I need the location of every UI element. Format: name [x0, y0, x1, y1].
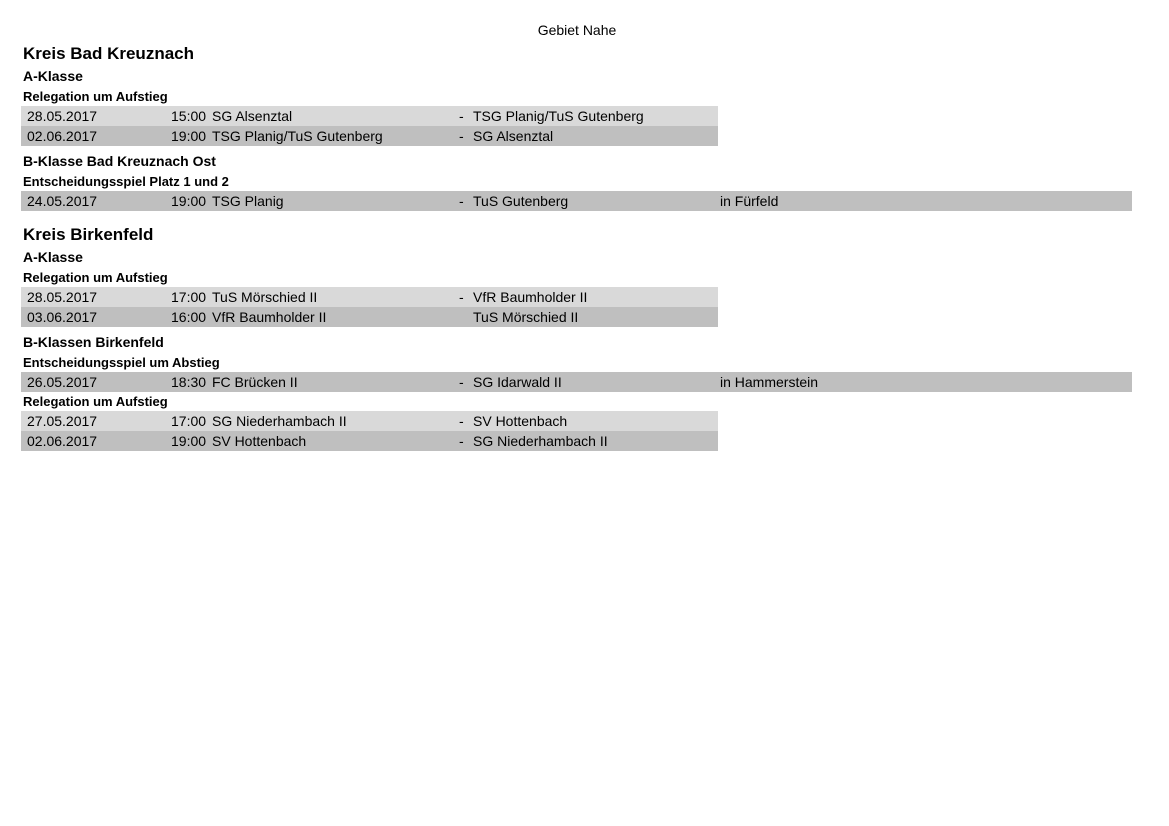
- round-title: Relegation um Aufstieg: [23, 89, 168, 104]
- match-time: 17:00: [171, 413, 207, 429]
- match-row: [21, 411, 718, 431]
- match-time: 19:00: [171, 128, 207, 144]
- match-row: [21, 307, 718, 327]
- home-team: SG Alsenztal: [212, 108, 293, 124]
- round-title: Entscheidungsspiel um Abstieg: [23, 355, 220, 370]
- home-team: TSG Planig: [212, 193, 284, 209]
- match-row: [21, 106, 718, 126]
- home-team: SG Niederhambach II: [212, 413, 347, 429]
- match-row: [21, 372, 1132, 392]
- separator: -: [459, 433, 464, 449]
- away-team: SG Alsenztal: [473, 128, 554, 144]
- home-team: TSG Planig/TuS Gutenberg: [212, 128, 383, 144]
- match-venue: in Hammerstein: [720, 374, 819, 390]
- match-time: 19:00: [171, 433, 207, 449]
- round-title: Relegation um Aufstieg: [23, 394, 168, 409]
- liga-title: B-Klassen Birkenfeld: [23, 334, 164, 350]
- kreis-section: [23, 42, 1138, 211]
- match-row: [21, 126, 718, 146]
- round-title: Entscheidungsspiel Platz 1 und 2: [23, 174, 229, 189]
- kreis-section: [23, 223, 1138, 451]
- separator: -: [459, 413, 464, 429]
- home-team: FC Brücken II: [212, 374, 298, 390]
- liga-section: [23, 65, 1138, 146]
- away-team: SV Hottenbach: [473, 413, 568, 429]
- liga-section: [23, 246, 1138, 327]
- match-time: 18:30: [171, 374, 207, 390]
- liga-title: B-Klasse Bad Kreuznach Ost: [23, 153, 216, 169]
- match-date: 02.06.2017: [27, 433, 98, 449]
- match-date: 26.05.2017: [27, 374, 98, 390]
- schedule-content: [23, 42, 1138, 463]
- separator: -: [459, 108, 464, 124]
- kreis-title: Kreis Birkenfeld: [23, 225, 154, 244]
- separator: -: [459, 128, 464, 144]
- round-title: Relegation um Aufstieg: [23, 270, 168, 285]
- liga-title: A-Klasse: [23, 68, 83, 84]
- liga-section: [23, 331, 1138, 451]
- separator: -: [459, 289, 464, 305]
- home-team: SV Hottenbach: [212, 433, 307, 449]
- liga-title: A-Klasse: [23, 249, 83, 265]
- match-date: 24.05.2017: [27, 193, 98, 209]
- match-row: [21, 191, 1132, 211]
- away-team: TuS Gutenberg: [473, 193, 569, 209]
- separator: -: [459, 193, 464, 209]
- kreis-title: Kreis Bad Kreuznach: [23, 44, 194, 63]
- match-date: 27.05.2017: [27, 413, 98, 429]
- match-venue: in Fürfeld: [720, 193, 779, 209]
- match-time: 16:00: [171, 309, 207, 325]
- home-team: VfR Baumholder II: [212, 309, 327, 325]
- match-date: 28.05.2017: [27, 289, 98, 305]
- match-time: 17:00: [171, 289, 207, 305]
- match-date: 03.06.2017: [27, 309, 98, 325]
- match-row: [21, 287, 718, 307]
- page-title: Gebiet Nahe: [537, 22, 617, 38]
- away-team: SG Niederhambach II: [473, 433, 608, 449]
- home-team: TuS Mörschied II: [212, 289, 318, 305]
- match-date: 02.06.2017: [27, 128, 98, 144]
- match-time: 15:00: [171, 108, 207, 124]
- match-row: [21, 431, 718, 451]
- away-team: VfR Baumholder II: [473, 289, 588, 305]
- away-team: TuS Mörschied II: [473, 309, 579, 325]
- match-date: 28.05.2017: [27, 108, 98, 124]
- separator: -: [459, 374, 464, 390]
- away-team: TSG Planig/TuS Gutenberg: [473, 108, 644, 124]
- away-team: SG Idarwald II: [473, 374, 562, 390]
- liga-section: [23, 150, 1138, 211]
- match-time: 19:00: [171, 193, 207, 209]
